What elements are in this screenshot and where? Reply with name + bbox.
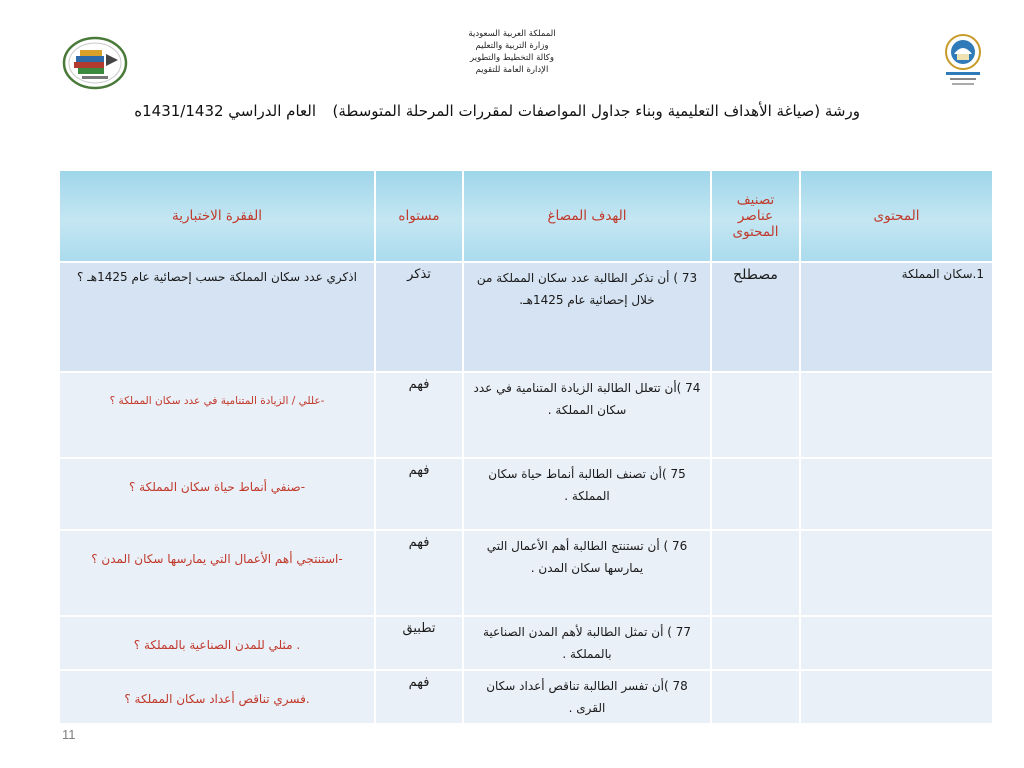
table-row xyxy=(59,372,993,458)
cell-classification xyxy=(711,616,800,670)
header-classification: تصنيف عناصر المحتوى xyxy=(711,170,800,262)
cell-level: تطبيق xyxy=(375,616,463,670)
cell-level: تذكر xyxy=(375,262,463,372)
header-line-4: الإدارة العامة للتقويم xyxy=(475,65,549,75)
cell-item: -استنتجي أهم الأعمال التي يمارسها سكان المدن ؟ xyxy=(59,530,375,616)
specifications-table xyxy=(58,169,994,725)
workshop-title: ورشة (صياغة الأهداف التعليمية وبناء جداول المواصفات لمقررات المرحلة المتوسطة) xyxy=(332,102,860,120)
cell-goal: 76 ) أن تستنتج الطالبة أهم الأعمال التي يمارسها سكان المدن . xyxy=(463,530,711,616)
cell-goal: 73 ) أن تذكر الطالبة عدد سكان المملكة من خلال إحصائية عام 1425هـ. xyxy=(463,262,711,372)
cell-goal: 74 )أن تتعلل الطالبة الزيادة المتنامية في عدد سكان المملكة . xyxy=(463,372,711,458)
academic-year: العام الدراسي 1431/1432ه xyxy=(134,102,316,120)
cell-level: فهم xyxy=(375,372,463,458)
table-row xyxy=(59,458,993,530)
cell-level: فهم xyxy=(375,458,463,530)
cell-item: اذكري عدد سكان المملكة حسب إحصائية عام 1425هـ ؟ xyxy=(59,262,375,372)
cell-classification xyxy=(711,530,800,616)
cell-item: . مثلي للمدن الصناعية بالمملكة ؟ xyxy=(59,616,375,670)
cell-goal: 77 ) أن تمثل الطالبة لأهم المدن الصناعية بالمملكة . xyxy=(463,616,711,670)
cell-goal: 78 )أن تفسر الطالبة تناقص أعداد سكان القرى . xyxy=(463,670,711,724)
page-number: 11 xyxy=(62,727,76,742)
cell-level: فهم xyxy=(375,530,463,616)
cell-content: 1.سكان المملكة xyxy=(800,262,993,372)
table-row xyxy=(59,616,993,670)
cell-content xyxy=(800,372,993,458)
header-line-3: وكالة التخطيط والتطوير xyxy=(470,53,554,63)
cell-classification xyxy=(711,458,800,530)
cell-goal: 75 )أن تصنف الطالبة أنماط حياة سكان المملكة . xyxy=(463,458,711,530)
cell-classification: مصطلح xyxy=(711,262,800,372)
header-content: المحتوى xyxy=(800,170,993,262)
cell-classification xyxy=(711,372,800,458)
cell-content xyxy=(800,616,993,670)
table-row xyxy=(59,262,993,372)
cell-content xyxy=(800,670,993,724)
header-line-1: المملكة العربية السعودية xyxy=(468,29,556,39)
header-line-2: وزارة التربية والتعليم xyxy=(475,41,549,51)
header-item: الفقرة الاختبارية xyxy=(59,170,375,262)
document-title xyxy=(60,102,860,128)
ministry-logo xyxy=(940,32,986,88)
table-row xyxy=(59,530,993,616)
cell-classification xyxy=(711,670,800,724)
table-header-row xyxy=(59,170,993,262)
cell-content xyxy=(800,530,993,616)
cell-level: فهم xyxy=(375,670,463,724)
cell-item: .فسري تناقص أعداد سكان المملكة ؟ xyxy=(59,670,375,724)
header-level: مستواه xyxy=(375,170,463,262)
ministry-header xyxy=(412,28,612,76)
header-goal: الهدف المصاغ xyxy=(463,170,711,262)
cell-item: -عللي / الزيادة المتنامية في عدد سكان المملكة ؟ xyxy=(59,372,375,458)
cell-item: -صنفي أنماط حياة سكان المملكة ؟ xyxy=(59,458,375,530)
cell-content xyxy=(800,458,993,530)
table-row xyxy=(59,670,993,724)
education-books-logo xyxy=(62,36,128,90)
